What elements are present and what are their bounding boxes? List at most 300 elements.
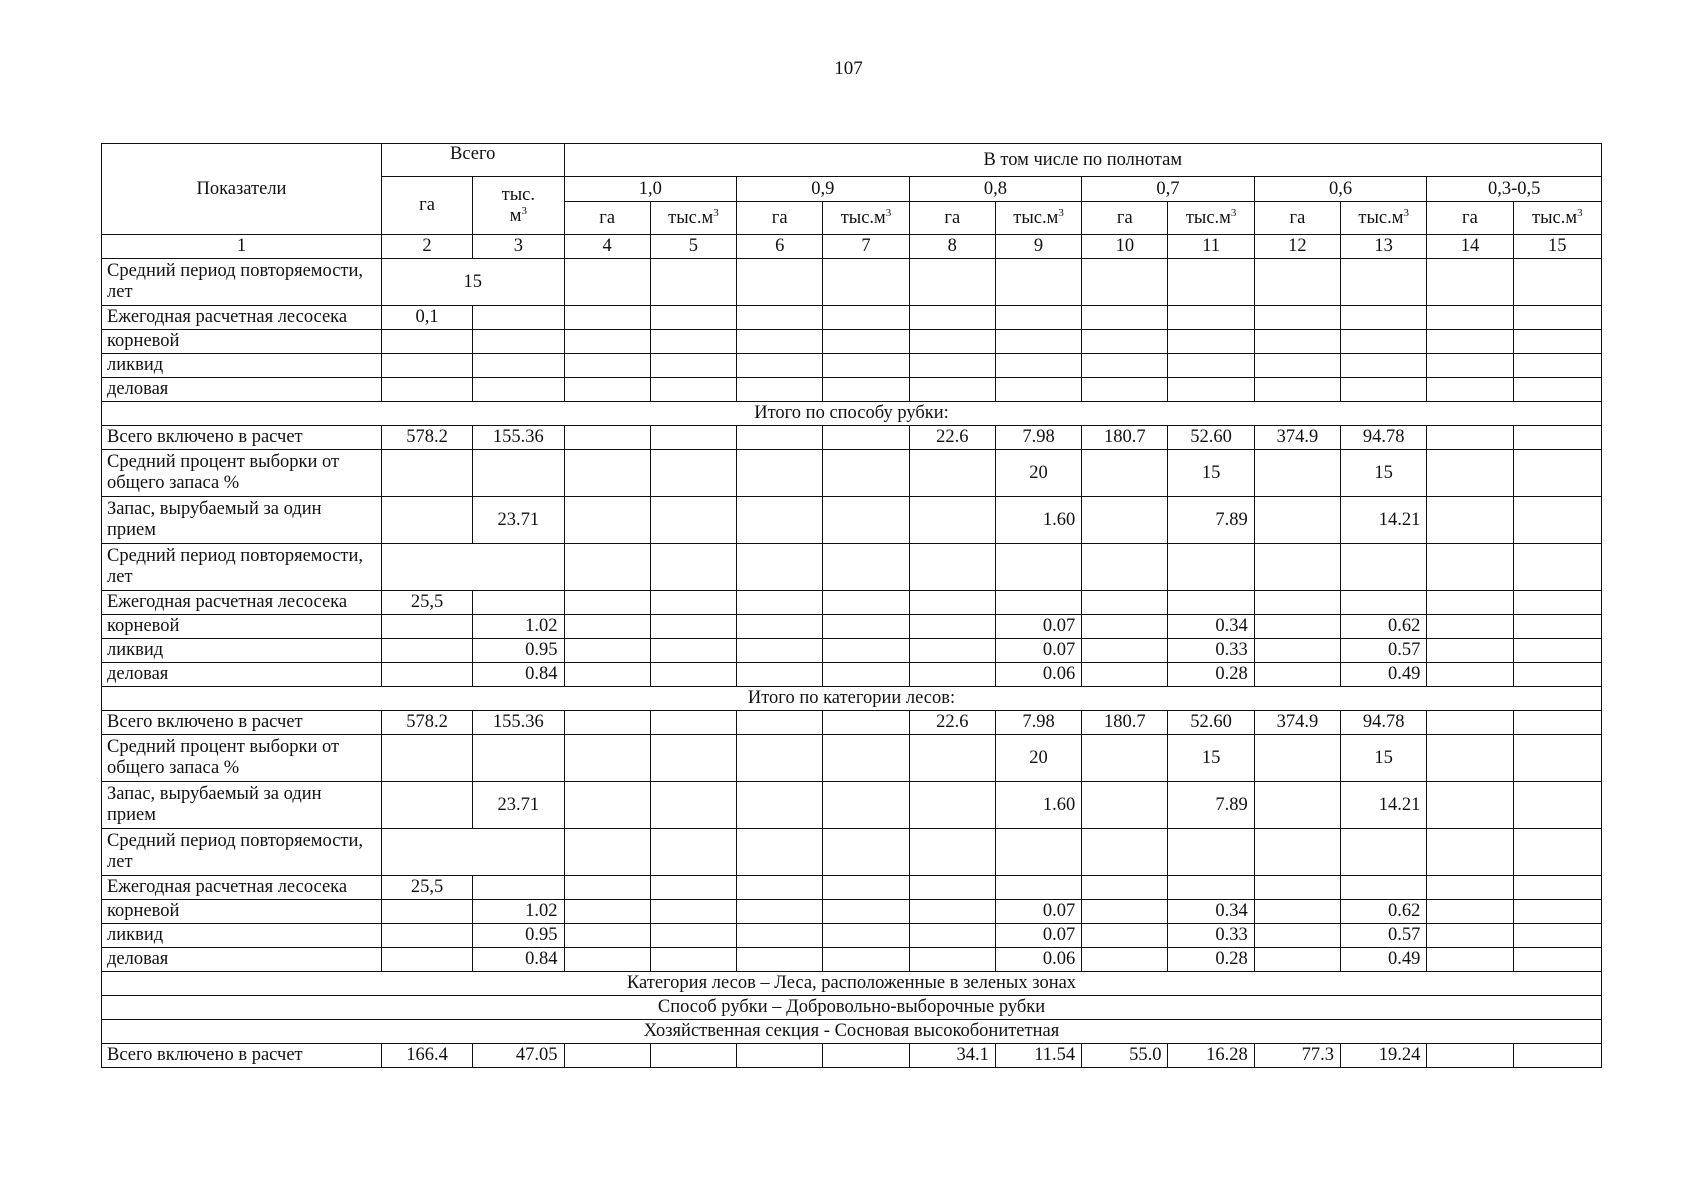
value-cell — [737, 663, 823, 687]
row-label: Запас, вырубаемый за один прием — [102, 497, 382, 544]
value-cell — [1427, 829, 1513, 876]
forest-inventory-table — [101, 143, 1602, 1068]
unit-text: тыс.м — [1185, 207, 1231, 228]
column-number: 2 — [381, 235, 472, 259]
value-cell — [737, 426, 823, 450]
value-cell — [823, 615, 909, 639]
value-cell — [1082, 829, 1168, 876]
value-cell — [1513, 259, 1601, 306]
header-total-thous-m3 — [473, 177, 564, 235]
value-cell — [1427, 306, 1513, 330]
value-cell — [737, 876, 823, 900]
value-cell — [909, 663, 995, 687]
value-cell — [737, 782, 823, 829]
value-cell — [823, 711, 909, 735]
value-cell: 22.6 — [909, 711, 995, 735]
row-label: ликвид — [102, 924, 382, 948]
value-cell: 0.07 — [995, 639, 1081, 663]
value-cell — [564, 497, 650, 544]
value-cell — [1168, 829, 1254, 876]
value-cell — [1168, 354, 1254, 378]
total-ha-cell — [381, 378, 472, 402]
value-cell — [1341, 330, 1427, 354]
value-cell: 0.62 — [1341, 900, 1427, 924]
value-cell — [1513, 711, 1601, 735]
total-thous-m3-cell: 1.02 — [473, 615, 564, 639]
value-cell — [823, 591, 909, 615]
value-cell — [1168, 544, 1254, 591]
value-cell: 15 — [1168, 450, 1254, 497]
row-label: Средний процент выборки от общего запаса % — [102, 735, 382, 782]
table-row — [102, 426, 1602, 450]
value-cell — [909, 497, 995, 544]
value-cell: 7.89 — [1168, 497, 1254, 544]
total-thous-m3-cell — [473, 735, 564, 782]
total-thous-m3-cell — [473, 591, 564, 615]
value-cell — [650, 306, 736, 330]
value-cell — [650, 497, 736, 544]
column-number: 13 — [1341, 235, 1427, 259]
value-cell — [1254, 306, 1340, 330]
value-cell: 1.60 — [995, 497, 1081, 544]
value-cell — [823, 330, 909, 354]
value-cell — [1427, 924, 1513, 948]
total-thous-m3-cell: 0.84 — [473, 663, 564, 687]
value-cell — [1513, 735, 1601, 782]
table-row — [102, 615, 1602, 639]
table-row — [102, 663, 1602, 687]
value-cell — [1513, 829, 1601, 876]
value-cell — [564, 615, 650, 639]
value-cell — [1341, 829, 1427, 876]
total-ha-cell — [381, 497, 472, 544]
total-thous-m3-cell — [473, 306, 564, 330]
total-thous-m3-cell: 0.84 — [473, 948, 564, 972]
value-cell: 180.7 — [1082, 711, 1168, 735]
value-cell — [909, 330, 995, 354]
row-label: Средний период повторяемости, лет — [102, 259, 382, 306]
value-cell — [1427, 615, 1513, 639]
value-cell — [1427, 259, 1513, 306]
header-sub-thous-m3 — [823, 202, 909, 235]
value-cell: 0.57 — [1341, 639, 1427, 663]
value-cell — [1254, 330, 1340, 354]
total-ha-cell — [381, 924, 472, 948]
row-label: Всего включено в расчет — [102, 426, 382, 450]
total-thous-m3-cell: 23.71 — [473, 782, 564, 829]
row-label: деловая — [102, 378, 382, 402]
value-cell — [1082, 876, 1168, 900]
row-label: Средний период повторяемости, лет — [102, 829, 382, 876]
value-cell — [1254, 544, 1340, 591]
value-cell — [1513, 306, 1601, 330]
value-cell — [1168, 330, 1254, 354]
value-cell — [1082, 782, 1168, 829]
value-cell — [1427, 426, 1513, 450]
value-cell: 1.60 — [995, 782, 1081, 829]
value-cell — [737, 544, 823, 591]
column-number: 9 — [995, 235, 1081, 259]
value-cell — [1513, 497, 1601, 544]
value-cell — [564, 876, 650, 900]
value-cell — [737, 829, 823, 876]
value-cell — [650, 591, 736, 615]
value-cell — [737, 330, 823, 354]
value-cell — [1513, 924, 1601, 948]
value-cell — [1341, 378, 1427, 402]
total-thous-m3-cell: 23.71 — [473, 497, 564, 544]
value-cell — [564, 591, 650, 615]
value-cell: 0.57 — [1341, 924, 1427, 948]
value-cell — [737, 306, 823, 330]
value-cell — [909, 876, 995, 900]
value-cell — [564, 735, 650, 782]
total-ha-cell — [381, 354, 472, 378]
value-cell — [909, 829, 995, 876]
column-number: 11 — [1168, 235, 1254, 259]
unit-text: тыс.м — [1358, 207, 1404, 228]
value-cell — [650, 948, 736, 972]
value-cell — [1513, 639, 1601, 663]
unit-text: тыс.м — [1013, 207, 1059, 228]
page-number: 107 — [834, 58, 863, 79]
total-thous-m3-cell: 47.05 — [473, 1044, 564, 1068]
total-ha-cell — [381, 782, 472, 829]
value-cell — [1254, 615, 1340, 639]
header-sub-ha: га — [1254, 202, 1340, 235]
value-cell — [1082, 259, 1168, 306]
value-cell — [1341, 354, 1427, 378]
value-cell — [909, 591, 995, 615]
value-cell — [1082, 497, 1168, 544]
header-including-density: В том числе по полнотам — [564, 144, 1602, 177]
row-label: деловая — [102, 663, 382, 687]
value-cell — [1513, 330, 1601, 354]
value-cell — [650, 426, 736, 450]
value-cell: 19.24 — [1341, 1044, 1427, 1068]
value-cell — [1082, 378, 1168, 402]
value-cell: 180.7 — [1082, 426, 1168, 450]
value-cell — [909, 948, 995, 972]
column-number: 12 — [1254, 235, 1340, 259]
value-cell — [650, 330, 736, 354]
value-cell — [1254, 735, 1340, 782]
section-heading: Способ рубки – Добровольно-выборочные рубки — [102, 996, 1602, 1020]
value-cell — [1513, 1044, 1601, 1068]
total-merged-cell — [381, 544, 564, 591]
value-cell: 52.60 — [1168, 711, 1254, 735]
value-cell — [1254, 639, 1340, 663]
value-cell — [823, 378, 909, 402]
value-cell — [823, 497, 909, 544]
value-cell: 7.98 — [995, 711, 1081, 735]
value-cell — [823, 948, 909, 972]
header-sub-thous-m3 — [650, 202, 736, 235]
value-cell — [823, 544, 909, 591]
value-cell: 7.98 — [995, 426, 1081, 450]
value-cell — [909, 615, 995, 639]
value-cell — [995, 330, 1081, 354]
value-cell: 15 — [1341, 735, 1427, 782]
value-cell — [1082, 330, 1168, 354]
value-cell — [650, 829, 736, 876]
unit-superscript: 3 — [1577, 206, 1583, 219]
value-cell: 0.34 — [1168, 900, 1254, 924]
value-cell — [650, 735, 736, 782]
value-cell — [650, 450, 736, 497]
total-merged-cell: 15 — [381, 259, 564, 306]
value-cell — [1427, 900, 1513, 924]
row-label: деловая — [102, 948, 382, 972]
total-ha-cell — [381, 735, 472, 782]
value-cell: 0.06 — [995, 663, 1081, 687]
value-cell — [1341, 544, 1427, 591]
value-cell: 15 — [1341, 450, 1427, 497]
total-ha-cell — [381, 450, 472, 497]
table-row — [102, 711, 1602, 735]
row-label: Средний процент выборки от общего запаса % — [102, 450, 382, 497]
column-number: 15 — [1513, 235, 1601, 259]
row-label: Ежегодная расчетная лесосека — [102, 591, 382, 615]
value-cell — [564, 948, 650, 972]
value-cell — [823, 735, 909, 782]
total-thous-m3-cell: 0.95 — [473, 639, 564, 663]
value-cell — [1513, 591, 1601, 615]
value-cell — [564, 900, 650, 924]
table-row — [102, 259, 1602, 306]
table-row — [102, 876, 1602, 900]
value-cell — [1082, 663, 1168, 687]
value-cell — [1082, 306, 1168, 330]
value-cell — [1513, 876, 1601, 900]
header-sub-thous-m3 — [1513, 202, 1601, 235]
row-label: корневой — [102, 900, 382, 924]
row-label: корневой — [102, 615, 382, 639]
value-cell — [564, 544, 650, 591]
total-thous-m3-cell — [473, 354, 564, 378]
value-cell — [1254, 450, 1340, 497]
value-cell — [564, 829, 650, 876]
value-cell — [995, 354, 1081, 378]
value-cell — [1427, 876, 1513, 900]
value-cell — [1427, 330, 1513, 354]
value-cell — [1254, 497, 1340, 544]
value-cell: 0.62 — [1341, 615, 1427, 639]
value-cell — [564, 259, 650, 306]
value-cell — [1513, 450, 1601, 497]
value-cell — [1427, 450, 1513, 497]
section-row — [102, 687, 1602, 711]
header-density: 0,3-0,5 — [1427, 177, 1602, 202]
row-label: ликвид — [102, 639, 382, 663]
value-cell — [1341, 306, 1427, 330]
value-cell — [823, 639, 909, 663]
value-cell — [1082, 924, 1168, 948]
value-cell — [1427, 639, 1513, 663]
header-density: 0,8 — [909, 177, 1082, 202]
unit-text: тыс.м — [1532, 207, 1578, 228]
value-cell: 14.21 — [1341, 782, 1427, 829]
table-row — [102, 900, 1602, 924]
section-row — [102, 972, 1602, 996]
table-row — [102, 306, 1602, 330]
value-cell — [737, 378, 823, 402]
value-cell — [1168, 876, 1254, 900]
value-cell — [564, 330, 650, 354]
value-cell — [650, 378, 736, 402]
value-cell: 0.06 — [995, 948, 1081, 972]
value-cell — [737, 497, 823, 544]
unit-text: тыс.м — [668, 207, 714, 228]
value-cell — [1427, 948, 1513, 972]
table-row — [102, 924, 1602, 948]
total-thous-m3-cell — [473, 330, 564, 354]
value-cell — [909, 378, 995, 402]
header-sub-ha: га — [564, 202, 650, 235]
value-cell — [564, 1044, 650, 1068]
total-thous-m3-cell: 1.02 — [473, 900, 564, 924]
value-cell — [1513, 426, 1601, 450]
column-number: 1 — [102, 235, 382, 259]
value-cell — [650, 876, 736, 900]
table-row — [102, 450, 1602, 497]
value-cell — [909, 735, 995, 782]
value-cell: 0.33 — [1168, 924, 1254, 948]
value-cell — [737, 259, 823, 306]
table-row — [102, 1044, 1602, 1068]
total-ha-cell: 578.2 — [381, 426, 472, 450]
header-density: 1,0 — [564, 177, 737, 202]
value-cell: 0.07 — [995, 924, 1081, 948]
value-cell — [823, 450, 909, 497]
value-cell — [995, 591, 1081, 615]
section-row — [102, 996, 1602, 1020]
value-cell — [1341, 259, 1427, 306]
value-cell — [995, 378, 1081, 402]
column-number: 6 — [737, 235, 823, 259]
section-heading: Хозяйственная секция - Сосновая высокобонитетная — [102, 1020, 1602, 1044]
header-sub-thous-m3 — [1341, 202, 1427, 235]
value-cell — [823, 782, 909, 829]
value-cell — [1082, 544, 1168, 591]
value-cell — [1513, 782, 1601, 829]
value-cell — [823, 354, 909, 378]
value-cell: 55.0 — [1082, 1044, 1168, 1068]
value-cell: 374.9 — [1254, 711, 1340, 735]
value-cell — [909, 544, 995, 591]
value-cell — [1427, 1044, 1513, 1068]
value-cell — [1341, 876, 1427, 900]
value-cell — [1168, 378, 1254, 402]
section-row — [102, 1020, 1602, 1044]
value-cell — [823, 259, 909, 306]
column-number: 4 — [564, 235, 650, 259]
total-ha-cell — [381, 948, 472, 972]
value-cell: 0.07 — [995, 615, 1081, 639]
value-cell — [564, 450, 650, 497]
table-row — [102, 497, 1602, 544]
table-row — [102, 591, 1602, 615]
total-ha-cell: 25,5 — [381, 876, 472, 900]
value-cell: 7.89 — [1168, 782, 1254, 829]
value-cell — [650, 615, 736, 639]
value-cell — [564, 378, 650, 402]
value-cell — [1427, 711, 1513, 735]
header-indicators: Показатели — [102, 144, 382, 235]
value-cell: 94.78 — [1341, 711, 1427, 735]
value-cell — [1168, 259, 1254, 306]
value-cell — [564, 426, 650, 450]
unit-superscript: 3 — [521, 204, 527, 217]
column-number: 10 — [1082, 235, 1168, 259]
table-row — [102, 735, 1602, 782]
value-cell — [1427, 782, 1513, 829]
value-cell — [823, 924, 909, 948]
row-label: Средний период повторяемости, лет — [102, 544, 382, 591]
total-thous-m3-cell: 155.36 — [473, 426, 564, 450]
table-row — [102, 829, 1602, 876]
value-cell — [564, 354, 650, 378]
value-cell — [737, 735, 823, 782]
total-ha-cell — [381, 639, 472, 663]
value-cell — [909, 259, 995, 306]
row-label: ликвид — [102, 354, 382, 378]
value-cell — [1254, 591, 1340, 615]
value-cell — [650, 663, 736, 687]
value-cell — [1427, 497, 1513, 544]
value-cell — [737, 900, 823, 924]
value-cell — [737, 1044, 823, 1068]
total-ha-cell: 166.4 — [381, 1044, 472, 1068]
value-cell: 52.60 — [1168, 426, 1254, 450]
value-cell — [909, 900, 995, 924]
value-cell — [1513, 615, 1601, 639]
unit-line — [479, 206, 557, 227]
value-cell: 0.49 — [1341, 663, 1427, 687]
value-cell — [1513, 378, 1601, 402]
value-cell — [823, 306, 909, 330]
row-label: Всего включено в расчет — [102, 1044, 382, 1068]
value-cell — [823, 426, 909, 450]
value-cell — [737, 639, 823, 663]
value-cell — [1254, 354, 1340, 378]
total-ha-cell — [381, 330, 472, 354]
table-row — [102, 639, 1602, 663]
section-heading: Итого по способу рубки: — [102, 402, 1602, 426]
value-cell — [737, 450, 823, 497]
header-sub-ha: га — [737, 202, 823, 235]
value-cell — [1254, 782, 1340, 829]
value-cell — [1513, 544, 1601, 591]
value-cell: 0.34 — [1168, 615, 1254, 639]
value-cell — [823, 663, 909, 687]
value-cell — [564, 639, 650, 663]
total-ha-cell — [381, 663, 472, 687]
value-cell — [995, 829, 1081, 876]
table-row — [102, 948, 1602, 972]
value-cell: 94.78 — [1341, 426, 1427, 450]
value-cell — [1254, 378, 1340, 402]
value-cell — [650, 1044, 736, 1068]
unit-superscript: 3 — [1403, 206, 1409, 219]
value-cell — [1513, 948, 1601, 972]
header-density: 0,6 — [1254, 177, 1427, 202]
value-cell — [737, 924, 823, 948]
value-cell — [1513, 663, 1601, 687]
header-sub-thous-m3 — [1168, 202, 1254, 235]
value-cell — [1427, 544, 1513, 591]
value-cell — [1254, 876, 1340, 900]
